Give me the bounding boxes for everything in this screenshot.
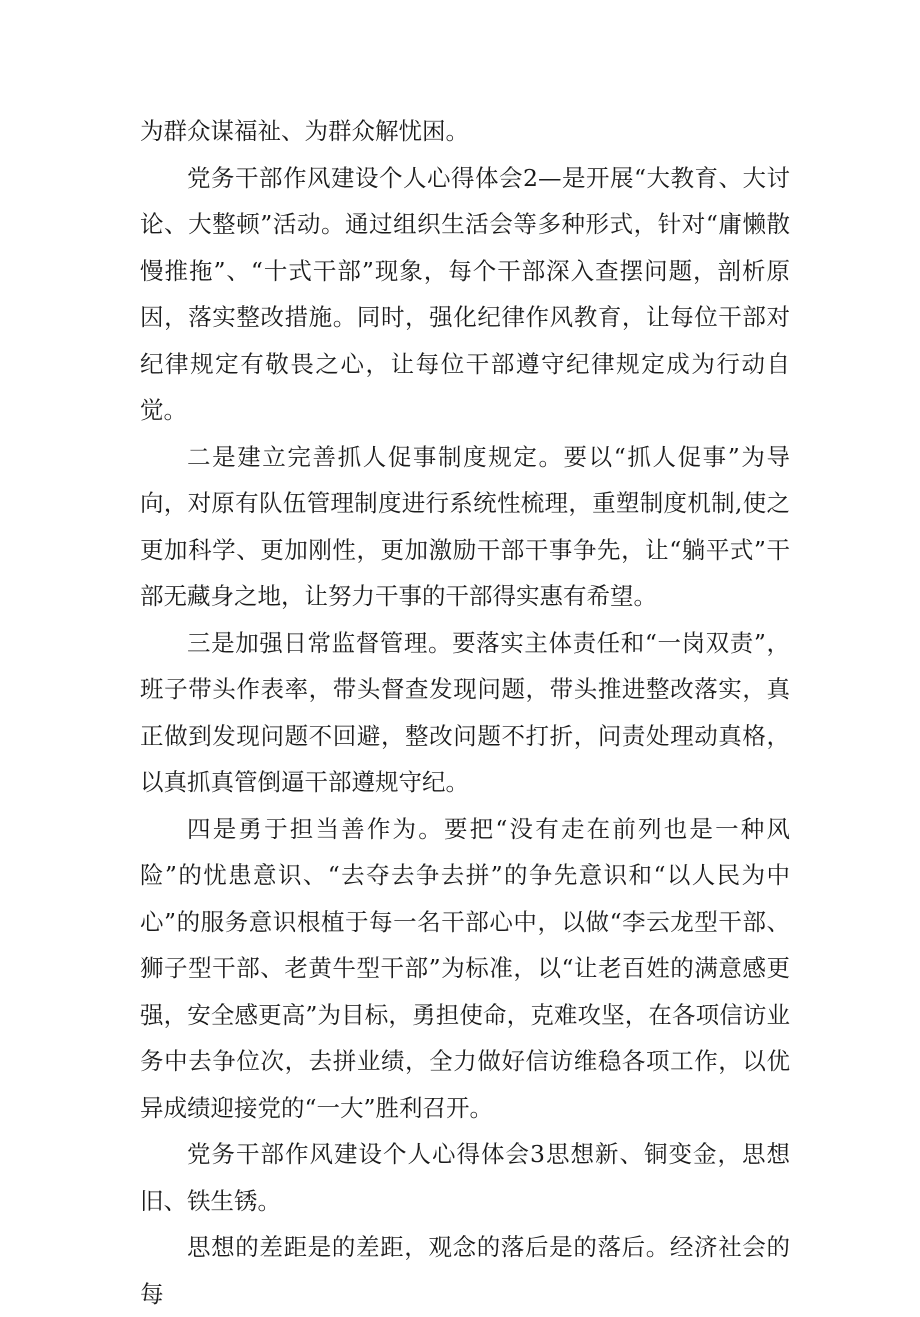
paragraph-7: 思想的差距是的差距，观念的落后是的落后。经济社会的每 [140,1233,790,1308]
paragraph-5: 四是勇于担当善作为。要把“没有走在前列也是一种风险”的忧患意识、“去夺去争去拼”的争先意识和“以人民为中心”的服务意识根植于每一名干部心中，以做“李云龙型干部、狮子型干部、老黄牛型干部”为标准，以“让老百姓的满意感更强，安全感更高”为目标，勇担使命，克难攻坚，在各项信访业务中去争位次，去拼业绩，全力做好信访维稳各项工作，以优异成绩迎接党的“一大”胜利召开。 [140,814,790,1122]
paragraph-1: 为群众谋福祉、为群众解忧困。 [140,117,469,145]
paragraph-6: 党务干部作风建设个人心得体会3思想新、铜变金，思想旧、铁生锈。 [140,1140,790,1215]
document-body [140,108,790,1317]
paragraph-3: 二是建立完善抓人促事制度规定。要以“抓人促事”为导向，对原有队伍管理制度进行系统性梳理，重塑制度机制,使之更加科学、更加刚性，更加激励干部干事争先，让“躺平式”干部无藏身之地，让努力干事的干部得实惠有希望。 [140,442,790,610]
paragraph-2: 党务干部作风建设个人心得体会2—是开展“大教育、大讨论、大整顿”活动。通过组织生活会等多种形式，针对“庸懒散慢推拖”、“十式干部”现象，每个干部深入查摆问题，剖析原因，落实整改措施。同时，强化纪律作风教育，让每位干部对纪律规定有敬畏之心，让每位干部遵守纪律规定成为行动自觉。 [140,163,790,424]
paragraph-4: 三是加强日常监督管理。要落实主体责任和“一岗双责”，班子带头作表率，带头督查发现问题，带头推进整改落实，真正做到发现问题不回避，整改问题不打折，问责处理动真格，以真抓真管倒逼干部遵规守纪。 [140,628,790,796]
